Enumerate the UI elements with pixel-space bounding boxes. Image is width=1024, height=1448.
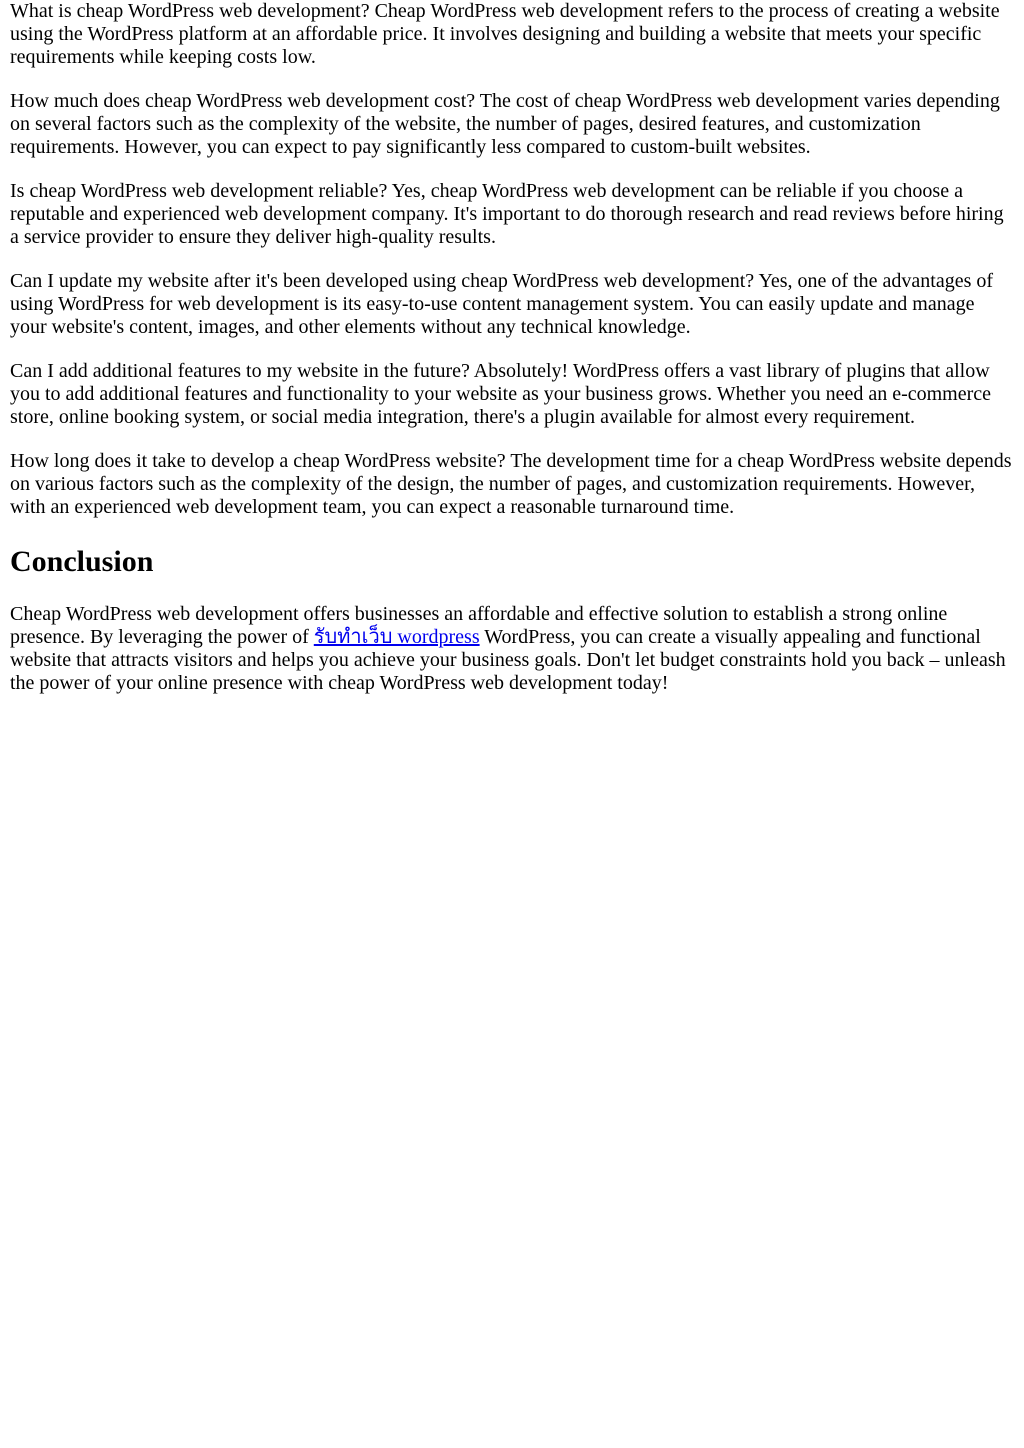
faq-paragraph-features: Can I add additional features to my website in the future? Absolutely! WordPress offers a vast library of plugins that allow you to add additional features and functionality to your website as your business grows. Whether you need an e-commerce store, online booking system, or social media integration, there's a plugin available for almost every requirement. bbox=[10, 360, 992, 428]
conclusion-text-before-link: Cheap WordPress web development offers businesses an affordable and effective solution to establish a strong online presence. By leveraging the power of bbox=[10, 603, 948, 648]
faq-paragraph-timeline: How long does it take to develop a cheap WordPress website? The development time for a cheap WordPress website depends on various factors such as the complexity of the design, the number of pages, and customization requirements. However, with an experienced web development team, you can expect a reasonable turnaround time. bbox=[10, 450, 1012, 518]
conclusion-paragraph bbox=[10, 603, 1014, 695]
conclusion-text-after-link: WordPress, you can create a visually appealing and functional website that attracts visitors and helps you achieve your business goals. Don't let budget constraints hold you back – unleash the power of your online presence with cheap WordPress web development today! bbox=[10, 626, 1006, 694]
wordpress-service-link[interactable]: รับทำเว็บ wordpress bbox=[313, 626, 480, 648]
faq-paragraph-reliable: Is cheap WordPress web development reliable? Yes, cheap WordPress web development can be reliable if you choose a reputable and experienced web development company. It's important to do thorough research and read reviews before hiring a service provider to ensure they deliver high-quality results. bbox=[10, 180, 1004, 248]
faq-paragraph-cost: How much does cheap WordPress web development cost? The cost of cheap WordPress web development varies depending on several factors such as the complexity of the website, the number of pages, desired features, and customization requirements. However, you can expect to pay significantly less compared to custom-built websites. bbox=[10, 90, 1000, 158]
faq-paragraph-update: Can I update my website after it's been developed using cheap WordPress web development? Yes, one of the advantages of using WordPress for web development is its easy-to-use content management system. You can easily update and manage your website's content, images, and other elements without any technical knowledge. bbox=[10, 270, 994, 338]
article-body bbox=[10, 0, 1014, 695]
faq-paragraph-what-is: What is cheap WordPress web development? Cheap WordPress web development refers to the process of creating a website using the WordPress platform at an affordable price. It involves designing and building a website that meets your specific requirements while keeping costs low. bbox=[10, 0, 1000, 68]
conclusion-heading: Conclusion bbox=[10, 545, 154, 578]
